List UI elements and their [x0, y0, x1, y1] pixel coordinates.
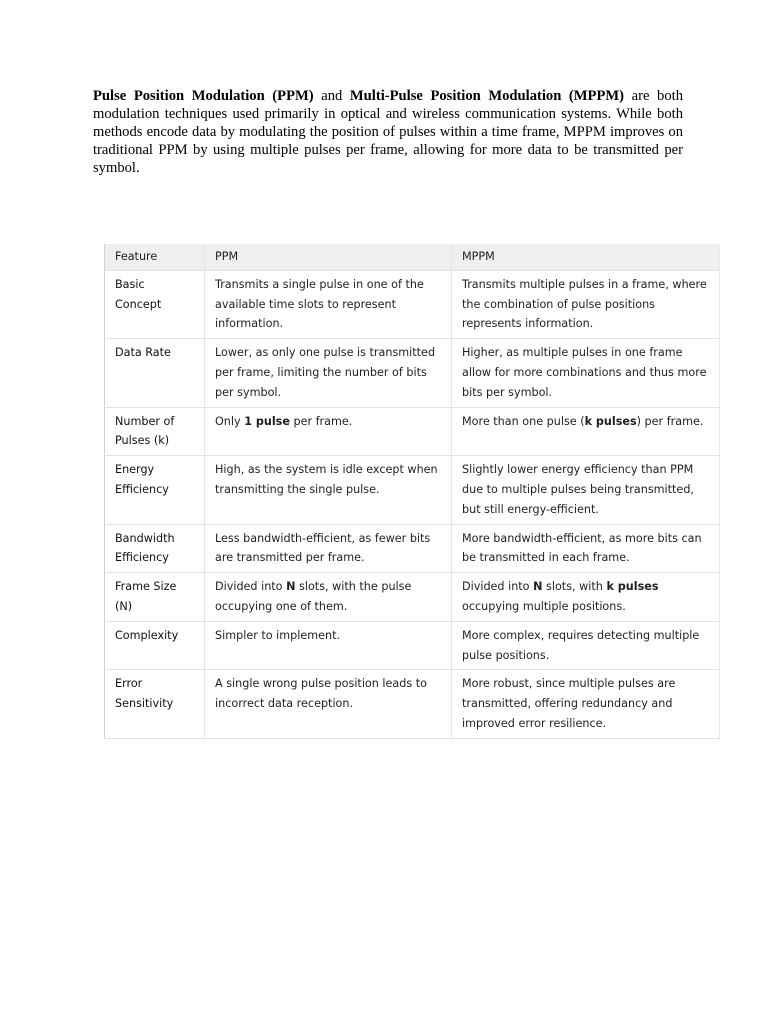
intro-paragraph [93, 87, 683, 177]
feature-cell: Data Rate [105, 339, 205, 407]
feature-cell: Energy Efficiency [105, 456, 205, 524]
header-ppm: PPM [205, 244, 452, 270]
cell-text: More than one pulse ( [462, 414, 585, 428]
header-mppm: MPPM [452, 244, 720, 270]
mppm-cell [452, 573, 720, 622]
cell-bold-text: k pulses [606, 580, 659, 594]
mppm-cell: Transmits multiple pulses in a frame, where the combination of pulse positions represents information. [452, 270, 720, 338]
cell-text: per frame. [289, 414, 353, 428]
intro-body: are both modulation techniques used primarily in optical and wireless communication systems. While both methods encode data by modulating the position of pulses within a time frame, MPPM improves on traditional PPM by using multiple pulses per frame, allowing for more data to be transmitted per symbol. [93, 88, 683, 176]
ppm-cell: High, as the system is idle except when transmitting the single pulse. [205, 456, 452, 524]
ppm-cell: Transmits a single pulse in one of the available time slots to represent information. [205, 270, 452, 338]
cell-text: slots, with [542, 580, 607, 594]
ppm-cell: Simpler to implement. [205, 621, 452, 670]
intro-term-ppm: Pulse Position Modulation (PPM) [93, 88, 314, 104]
mppm-cell: Higher, as multiple pulses in one frame allow for more combinations and thus more bits per symbol. [452, 339, 720, 407]
feature-cell: Basic Concept [105, 270, 205, 338]
cell-text: slots, with the pulse occupying one of them. [215, 580, 412, 613]
cell-bold-text: N [533, 580, 543, 594]
feature-cell: Bandwidth Efficiency [105, 524, 205, 573]
ppm-cell [205, 407, 452, 456]
feature-cell: Complexity [105, 621, 205, 670]
mppm-cell: More complex, requires detecting multiple pulse positions. [452, 621, 720, 670]
intro-term-mppm: Multi-Pulse Position Modulation (MPPM) [349, 88, 625, 104]
feature-cell: Frame Size (N) [105, 573, 205, 622]
cell-text: ) per frame. [636, 414, 704, 428]
table-header-row [105, 244, 720, 270]
mppm-cell: Slightly lower energy efficiency than PPM due to multiple pulses being transmitted, but still energy-efficient. [452, 456, 720, 524]
table-row [105, 456, 720, 524]
cell-bold-text: N [286, 580, 296, 594]
ppm-cell [205, 573, 452, 622]
comparison-table [104, 244, 720, 739]
table-row [105, 670, 720, 738]
table-row [105, 270, 720, 338]
cell-text: occupying multiple positions. [462, 599, 626, 613]
feature-cell: Number of Pulses (k) [105, 407, 205, 456]
cell-bold-text: k pulses [584, 414, 637, 428]
table-row [105, 621, 720, 670]
table-row [105, 407, 720, 456]
mppm-cell: More bandwidth-efficient, as more bits can be transmitted in each frame. [452, 524, 720, 573]
mppm-cell [452, 407, 720, 456]
feature-cell: Error Sensitivity [105, 670, 205, 738]
table-row [105, 524, 720, 573]
table-row [105, 573, 720, 622]
table-row [105, 339, 720, 407]
ppm-cell: Lower, as only one pulse is transmitted per frame, limiting the number of bits per symbol. [205, 339, 452, 407]
ppm-cell: A single wrong pulse position leads to incorrect data reception. [205, 670, 452, 738]
header-feature: Feature [105, 244, 205, 270]
intro-and: and [313, 88, 350, 104]
ppm-cell: Less bandwidth-efficient, as fewer bits are transmitted per frame. [205, 524, 452, 573]
cell-bold-text: 1 pulse [244, 414, 290, 428]
cell-text: Divided into [215, 580, 287, 594]
cell-text: Divided into [462, 580, 534, 594]
cell-text: Only [215, 414, 245, 428]
comparison-table-container [104, 244, 719, 730]
mppm-cell: More robust, since multiple pulses are transmitted, offering redundancy and improved error resilience. [452, 670, 720, 738]
